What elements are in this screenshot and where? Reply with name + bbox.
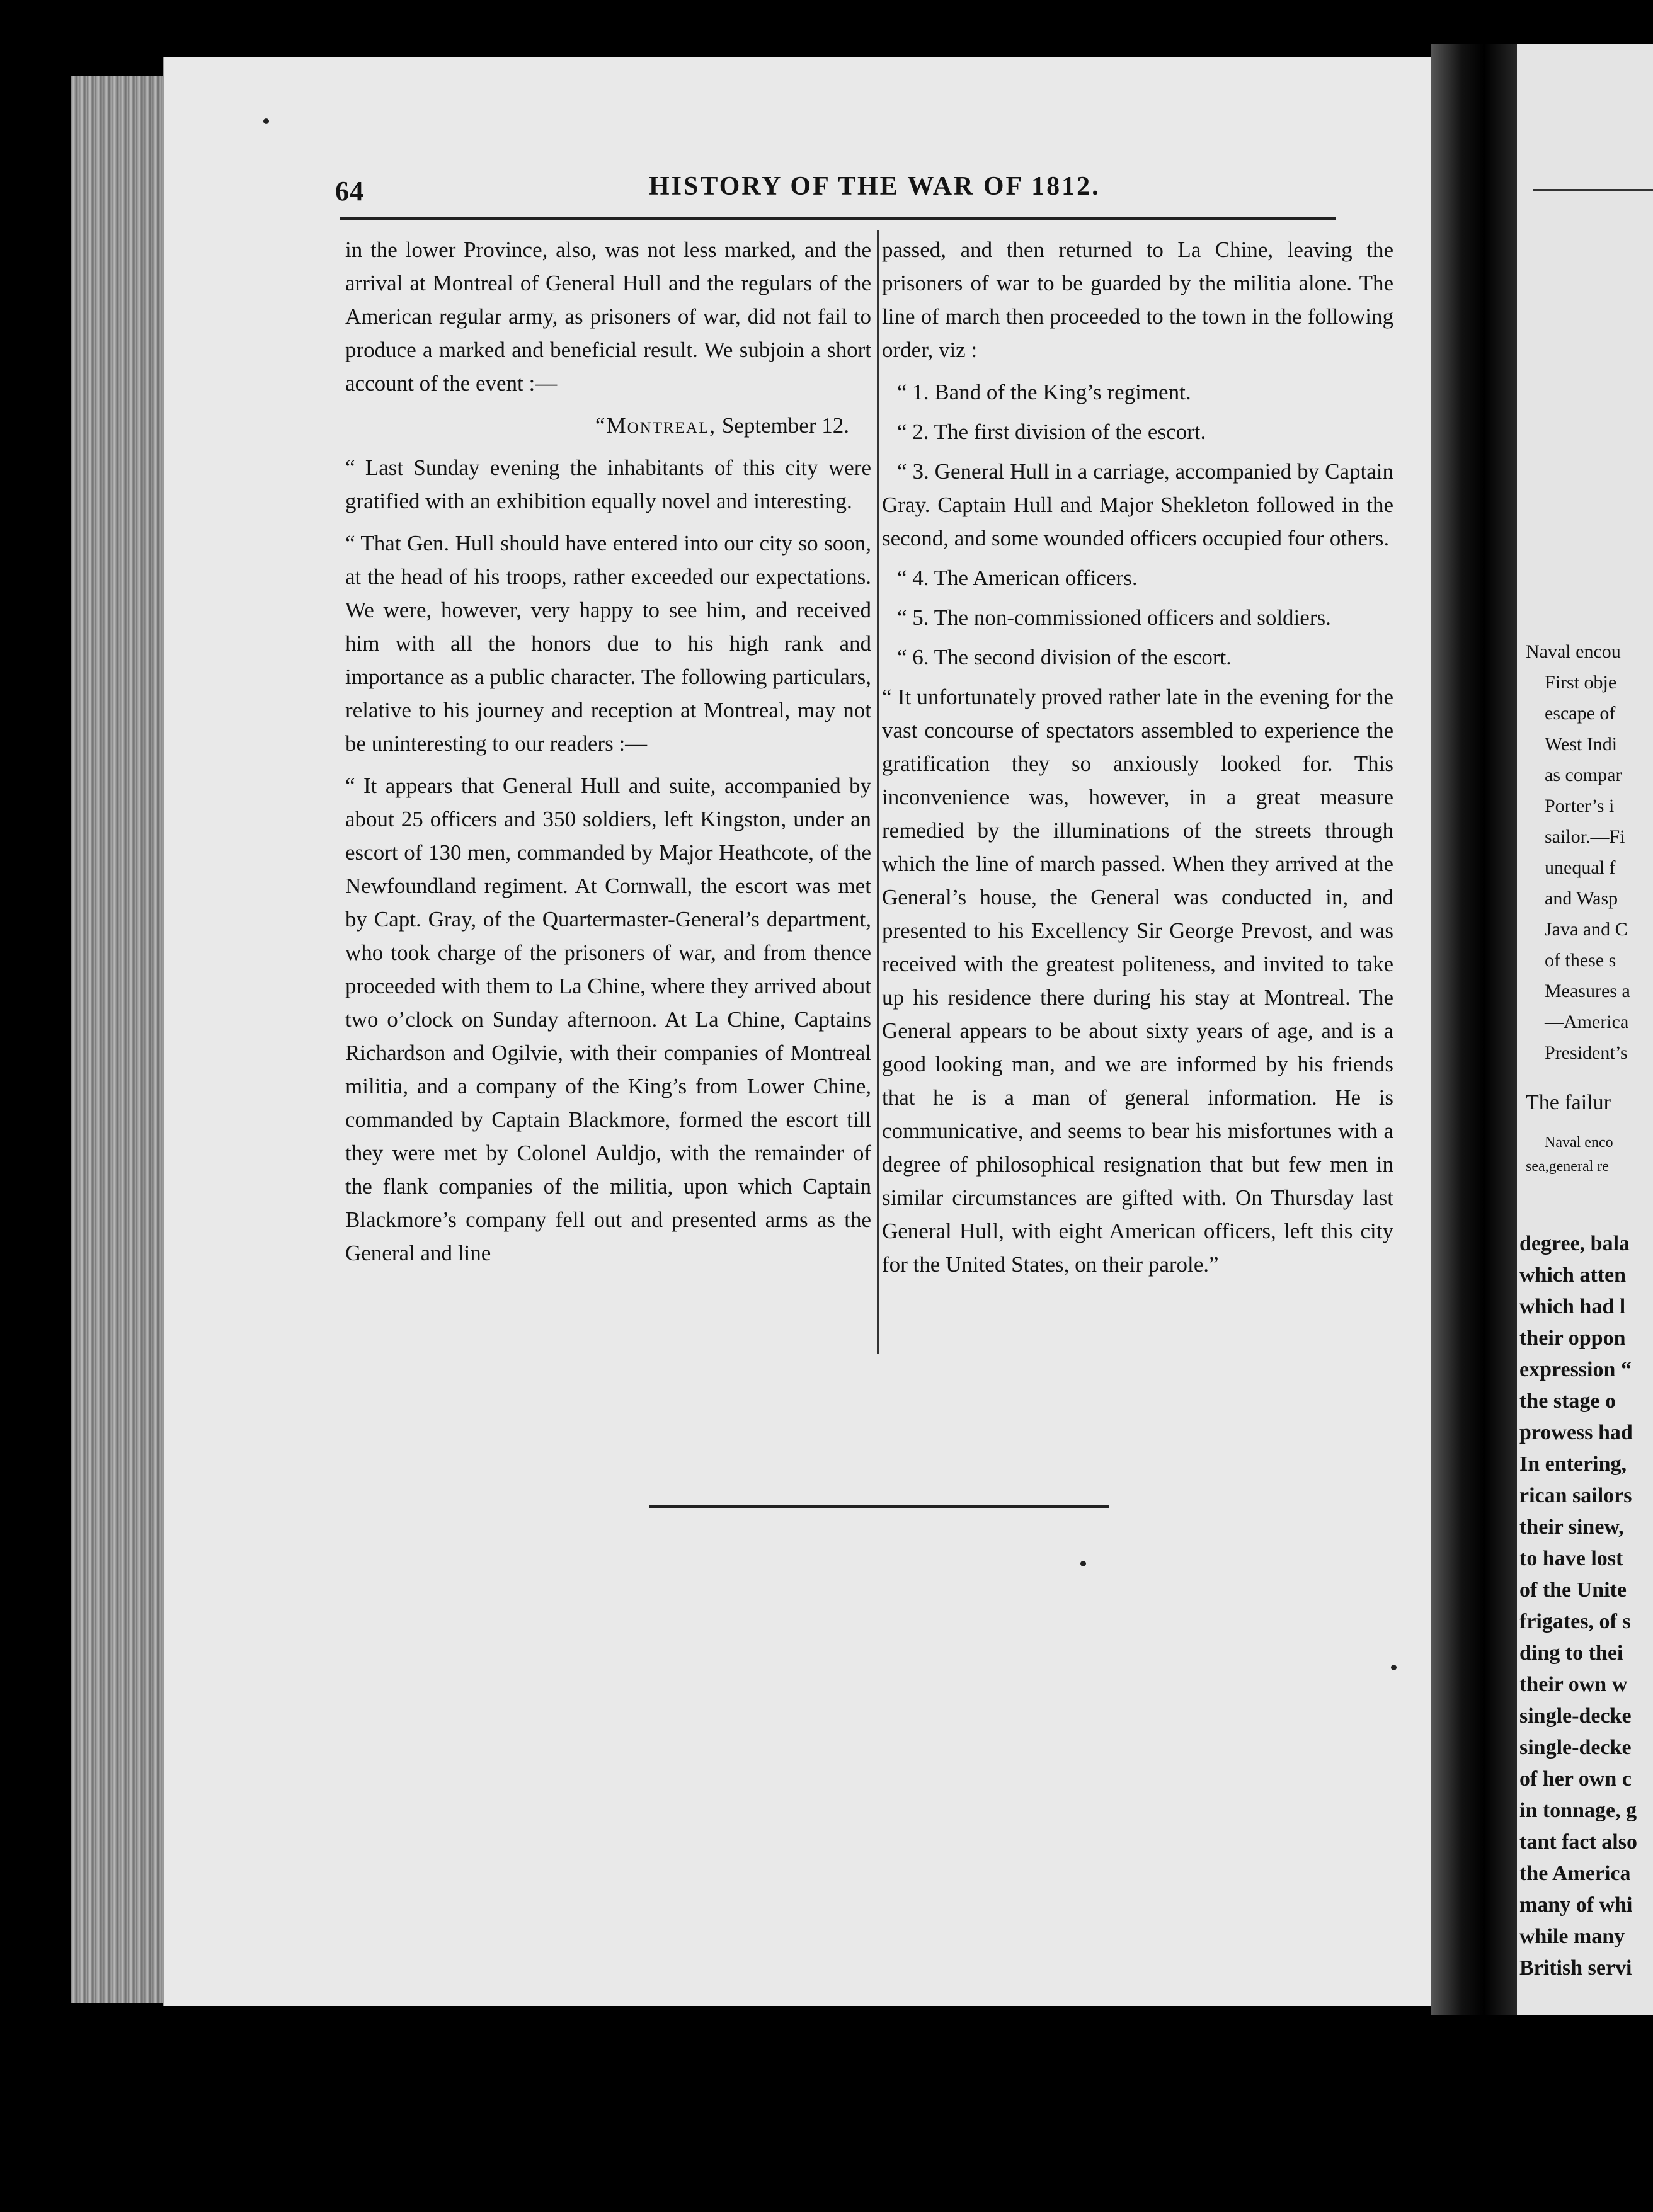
summary-line: President’s [1545,1042,1628,1063]
footnote-line: sea,general re [1526,1158,1609,1175]
body-line: their sinew, [1519,1515,1624,1539]
ink-speck [1080,1561,1086,1566]
body-line: in tonnage, g [1519,1799,1637,1822]
body-line: prowess had [1519,1421,1633,1444]
footnote-line: Naval enco [1545,1134,1613,1151]
summary-line: Measures a [1545,981,1630,1001]
summary-line: First obje [1545,672,1617,693]
summary-line: and Wasp [1545,888,1618,909]
body-line: single-decke [1519,1736,1632,1759]
running-title: HISTORY OF THE WAR OF 1812. [649,172,1101,201]
order-item: “ 4. The American officers. [897,566,1138,590]
book-gutter [1431,44,1519,2015]
left-column [345,233,871,1279]
body-line: which atten [1519,1263,1627,1287]
order-item: “ 1. Band of the King’s regiment. [897,380,1191,404]
continuation-paragraph: passed, and then returned to La Chine, leaving the prisoners of war to be guarded by the militia alone. The line of march then proceeded to the town in the following order, viz : [882,237,1393,362]
body-line: In entering, [1519,1452,1627,1476]
failure-line: The failur [1526,1091,1611,1114]
body-line: rican sailors [1519,1484,1632,1507]
procession-order-list [882,375,1393,674]
section-end-rule [649,1505,1109,1508]
order-item: “ 6. The second division of the escort. [897,645,1232,670]
body-line: while many [1519,1925,1625,1948]
order-item: “ 3. General Hull in a carriage, accompanied by Captain Gray. Captain Hull and Major Shekleton followed in the second, and some wounded officers occupied four others. [882,459,1393,550]
summary-line: as compar [1545,765,1622,785]
body-line: their oppon [1519,1326,1626,1350]
body-line: expression “ [1519,1358,1632,1381]
body-line: ding to thei [1519,1641,1623,1665]
quote-paragraph-2: “ That Gen. Hull should have entered into our city so soon, at the head of his troops, rather exceeded our expectations. We were, however, very happy to see him, and received him with all the honors due to his high rank and importance as a public character. The following particulars, relative to his journey and reception at Montreal, may not be uninteresting to our readers :— [345,531,871,756]
facing-page-chapter-summary [1526,636,1653,1178]
closing-paragraph: “ It unfortunately proved rather late in the evening for the vast concourse of spectators assembled to experience the gratification they so anxiously looked for. This inconvenience was, however, in a great measure remedied by the illuminations of the streets through which the line of march passed. When they arrived at the General’s house, the General was conducted in, and presented to his Excellency Sir George Prevost, and was received with the greatest politeness, and invited to take up his residence there during his stay at Montreal. The General appears to be about sixty years of age, and is a good looking man, and we are informed by his friends that he is a man of general information. He is communicative, and seems to bear his misfortunes with a degree of philosophical resignation that but few men in similar circumstances are gifted with. On Thursday last General Hull, with eight American officers, left this city for the United States, on their parole.” [882,685,1393,1277]
intro-paragraph: in the lower Province, also, was not less marked, and the arrival at Montreal of General Hull and the regulars of the American regular army, as prisoners of war, did not fail to produce a marked and beneficial result. We subjoin a short account of the event :— [345,237,871,396]
summary-line: West Indi [1545,734,1618,755]
body-line: of the Unite [1519,1578,1627,1602]
summary-line: Porter’s i [1545,795,1615,816]
summary-line: Java and C [1545,919,1628,940]
body-line: which had l [1519,1295,1626,1318]
page-number: 64 [335,176,364,207]
dateline-date: September 12. [721,413,849,438]
facing-page-body [1519,1228,1653,1984]
facing-page-header-rule [1533,189,1653,191]
header-rule [340,217,1336,220]
body-line: of her own c [1519,1767,1632,1791]
body-line: tant fact also [1519,1830,1637,1854]
body-line: many of whi [1519,1893,1633,1917]
ink-speck [1391,1665,1397,1670]
body-line: the stage o [1519,1389,1616,1413]
order-item: “ 5. The non-commissioned officers and soldiers. [897,605,1331,630]
summary-line: Naval encou [1526,641,1621,662]
facing-page [1517,44,1653,2015]
summary-line: escape of [1545,703,1616,724]
body-line: British servi [1519,1956,1632,1980]
summary-line: sailor.—Fi [1545,826,1625,847]
order-item: “ 2. The first division of the escort. [897,419,1206,444]
quote-paragraph-3: “ It appears that General Hull and suite, accompanied by about 25 officers and 350 soldiers, left Kingston, under an escort of 130 men, commanded by Major Heathcote, of the Newfoundland regiment. At Cornwall, the escort was met by Capt. Gray, of the Quartermaster-General’s department, who took charge of the prisoners of war, and from thence proceeded with them to La Chine, where they arrived about two o’clock on Sunday afternoon. At La Chine, Captains Richardson and Ogilvie, with their companies of Montreal militia, and a company of the King’s from Lower Chine, commanded by Captain Blackmore, formed the escort till they were met by Colonel Auldjo, with the remainder of the flank companies of the militia, upon which Captain Blackmore’s company fell out and presented arms as the General and line [345,773,871,1265]
right-column [882,233,1393,1290]
summary-line: of these s [1545,950,1616,971]
body-line: the America [1519,1862,1631,1885]
dateline [345,409,871,442]
summary-line: —America [1545,1012,1629,1032]
quote-paragraph-1: “ Last Sunday evening the inhabitants of this city were gratified with an exhibition equally novel and interesting. [345,455,871,513]
body-line: single-decke [1519,1704,1632,1728]
ink-speck [263,118,269,124]
dateline-place: “Montreal, [595,413,717,438]
column-divider [877,230,879,1354]
body-line: to have lost [1519,1547,1623,1570]
summary-line: unequal f [1545,857,1616,878]
body-line: frigates, of s [1519,1610,1631,1633]
body-line: degree, bala [1519,1232,1630,1255]
body-line: their own w [1519,1673,1628,1696]
